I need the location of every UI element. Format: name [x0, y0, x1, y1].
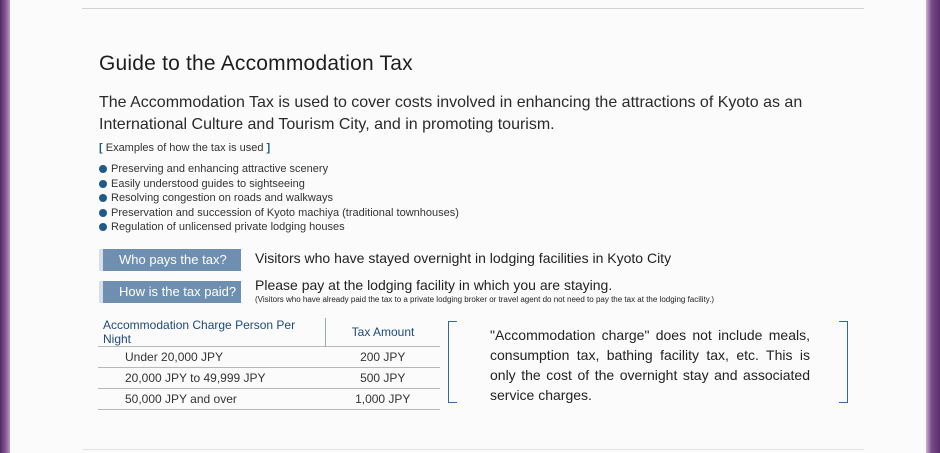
- charge-note-box: [448, 321, 848, 403]
- who-pays-answer: Visitors who have stayed overnight in lodging facilities in Kyoto City: [255, 250, 672, 266]
- right-background-edge: [926, 0, 940, 453]
- tax-cell: 500 JPY: [326, 368, 441, 389]
- who-pays-button[interactable]: Who pays the tax?: [99, 249, 241, 271]
- bullet-icon: [99, 194, 107, 202]
- page-title: Guide to the Accommodation Tax: [99, 52, 413, 75]
- bullet-icon: [99, 223, 107, 231]
- tax-cell: 200 JPY: [326, 347, 441, 368]
- how-paid-note: (Visitors who have already paid the tax to a private lodging broker or travel agent do not need to pay the tax at the lodging facility.): [255, 295, 715, 304]
- bullet-icon: [99, 209, 107, 217]
- bottom-divider: [82, 449, 864, 450]
- how-paid-button[interactable]: How is the tax paid?: [99, 281, 241, 303]
- examples-open-bracket: [: [99, 142, 103, 154]
- charge-cell: 50,000 JPY and over: [98, 389, 326, 410]
- bullet-icon: [99, 165, 107, 173]
- examples-heading: [99, 142, 270, 154]
- table-row: [98, 347, 440, 368]
- list-item-text: Resolving congestion on roads and walkways: [111, 192, 333, 204]
- list-item: [99, 220, 459, 235]
- tax-guide-page: [10, 0, 926, 453]
- charge-cell: Under 20,000 JPY: [98, 347, 326, 368]
- tax-rate-table: [98, 318, 440, 410]
- list-item: [99, 206, 459, 221]
- bullet-icon: [99, 180, 107, 188]
- examples-list: [99, 162, 459, 235]
- header-tax: Tax Amount: [351, 325, 415, 339]
- table-header-row: [98, 318, 440, 347]
- list-item-text: Easily understood guides to sightseeing: [111, 177, 305, 190]
- charge-cell: 20,000 JPY to 49,999 JPY: [98, 368, 326, 389]
- left-background-edge: [0, 0, 10, 453]
- list-item-text: Preserving and enhancing attractive scenery: [111, 163, 329, 175]
- table-row: [98, 389, 440, 410]
- header-charge: Accommodation Charge Person Per Night: [98, 318, 326, 347]
- table-row: [98, 368, 440, 389]
- list-item: [99, 191, 459, 206]
- intro-paragraph: The Accommodation Tax is used to cover costs involved in enhancing the attractions of Kyoto as an International Culture and Tourism City, and in promoting tourism.: [99, 94, 803, 133]
- list-item-text: Preservation and succession of Kyoto machiya (traditional townhouses): [111, 206, 459, 219]
- list-item: [99, 177, 459, 192]
- list-item-text: Regulation of unlicensed private lodging houses: [111, 221, 345, 233]
- how-paid-answer: Please pay at the lodging facility in which you are staying.: [255, 277, 613, 293]
- tax-cell: 1,000 JPY: [326, 389, 441, 410]
- examples-heading-text: Examples of how the tax is used: [102, 142, 267, 154]
- charge-note-text: "Accommodation charge" does not include meals, consumption tax, bathing facility tax, etc. This is only the cost of the overnight stay and associated service charges.: [490, 327, 810, 403]
- right-bracket-icon: [839, 321, 848, 403]
- left-bracket-icon: [448, 321, 457, 403]
- top-divider: [82, 8, 864, 9]
- examples-close-bracket: ]: [266, 142, 271, 154]
- list-item: [99, 162, 459, 177]
